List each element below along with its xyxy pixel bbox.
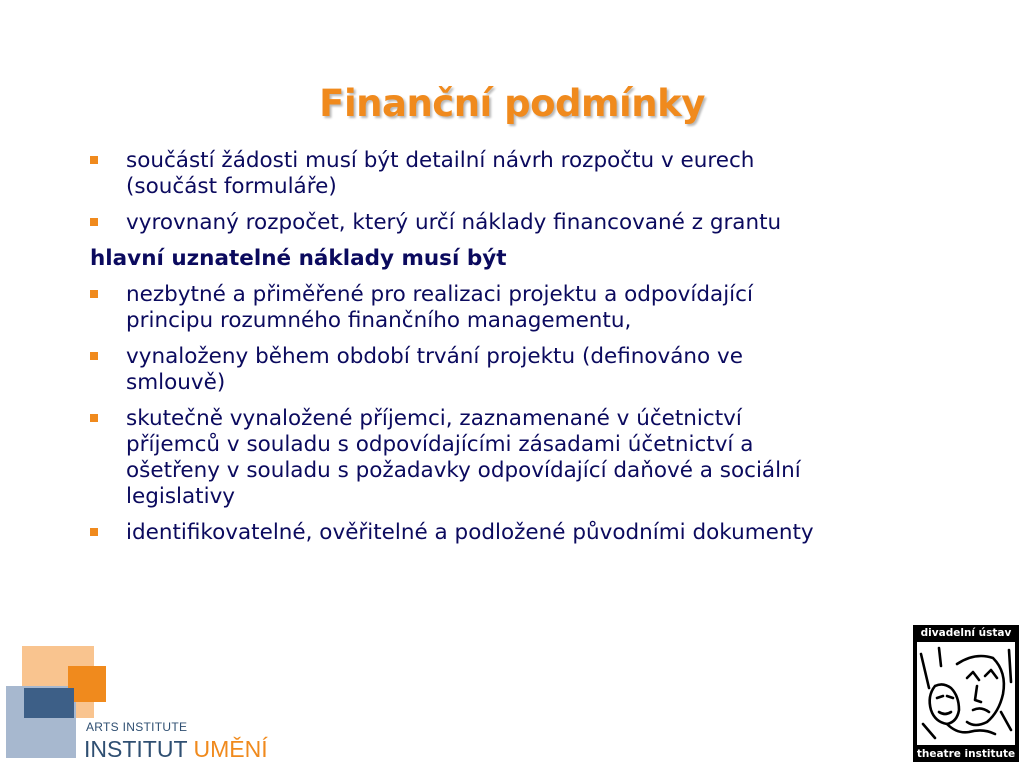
logo-word-umeni: UMĚNÍ [193,736,268,762]
text-line: vynaloženy během období trvání projektu (definováno ve [126,344,744,369]
text-line: vyrovnaný rozpočet, který určí náklady financované z grantu [126,210,782,235]
bullet-marker [90,528,98,536]
theatre-masks-icon [917,642,1015,745]
text-line: smlouvě) [126,370,226,395]
bullet-marker [90,414,98,422]
bullet-marker [90,290,98,298]
logo-name [84,735,268,763]
bullet-marker [90,218,98,226]
logo-square-blue [24,688,74,718]
logo-small-text: ARTS INSTITUTE [86,720,188,734]
theatre-institute-top-label: divadelní ústav [920,627,1012,639]
text-line: ošetřeny v souladu s požadavky odpovídající daňové a sociální [126,458,801,483]
theatre-institute-bottom-label: theatre institute [916,748,1016,760]
text-line: součástí žádosti musí být detailní návrh rozpočtu v eurech [126,148,755,173]
text-line: příjemců v souladu s odpovídajícími zásadami účetnictví a [126,432,754,457]
arts-institute-logo [6,646,286,768]
text-line: identifikovatelné, ověřitelné a podložené původními dokumenty [126,520,814,545]
logo-word-institut: INSTITUT [84,736,188,762]
bullet-marker [90,352,98,360]
bullet-item [88,520,968,546]
slide-content [88,148,968,546]
text-line: skutečně vynaložené příjemci, zaznamenané v účetnictví [126,406,742,431]
bullet-item [88,148,968,200]
text-line: hlavní uznatelné náklady musí být [90,246,507,271]
section-heading [88,246,968,272]
theatre-institute-logo [913,625,1019,762]
bullet-item [88,282,968,334]
text-line: principu rozumného finančního managementu, [126,308,632,333]
bullet-item [88,344,968,396]
bullet-item [88,406,968,510]
text-line: legislativy [126,484,236,509]
bullet-marker [90,156,98,164]
slide-title: Finanční podmínky [319,82,705,125]
text-line: nezbytné a přiměřené pro realizaci projektu a odpovídající [126,282,753,307]
bullet-item [88,210,968,236]
text-line: (součást formuláře) [126,174,337,199]
